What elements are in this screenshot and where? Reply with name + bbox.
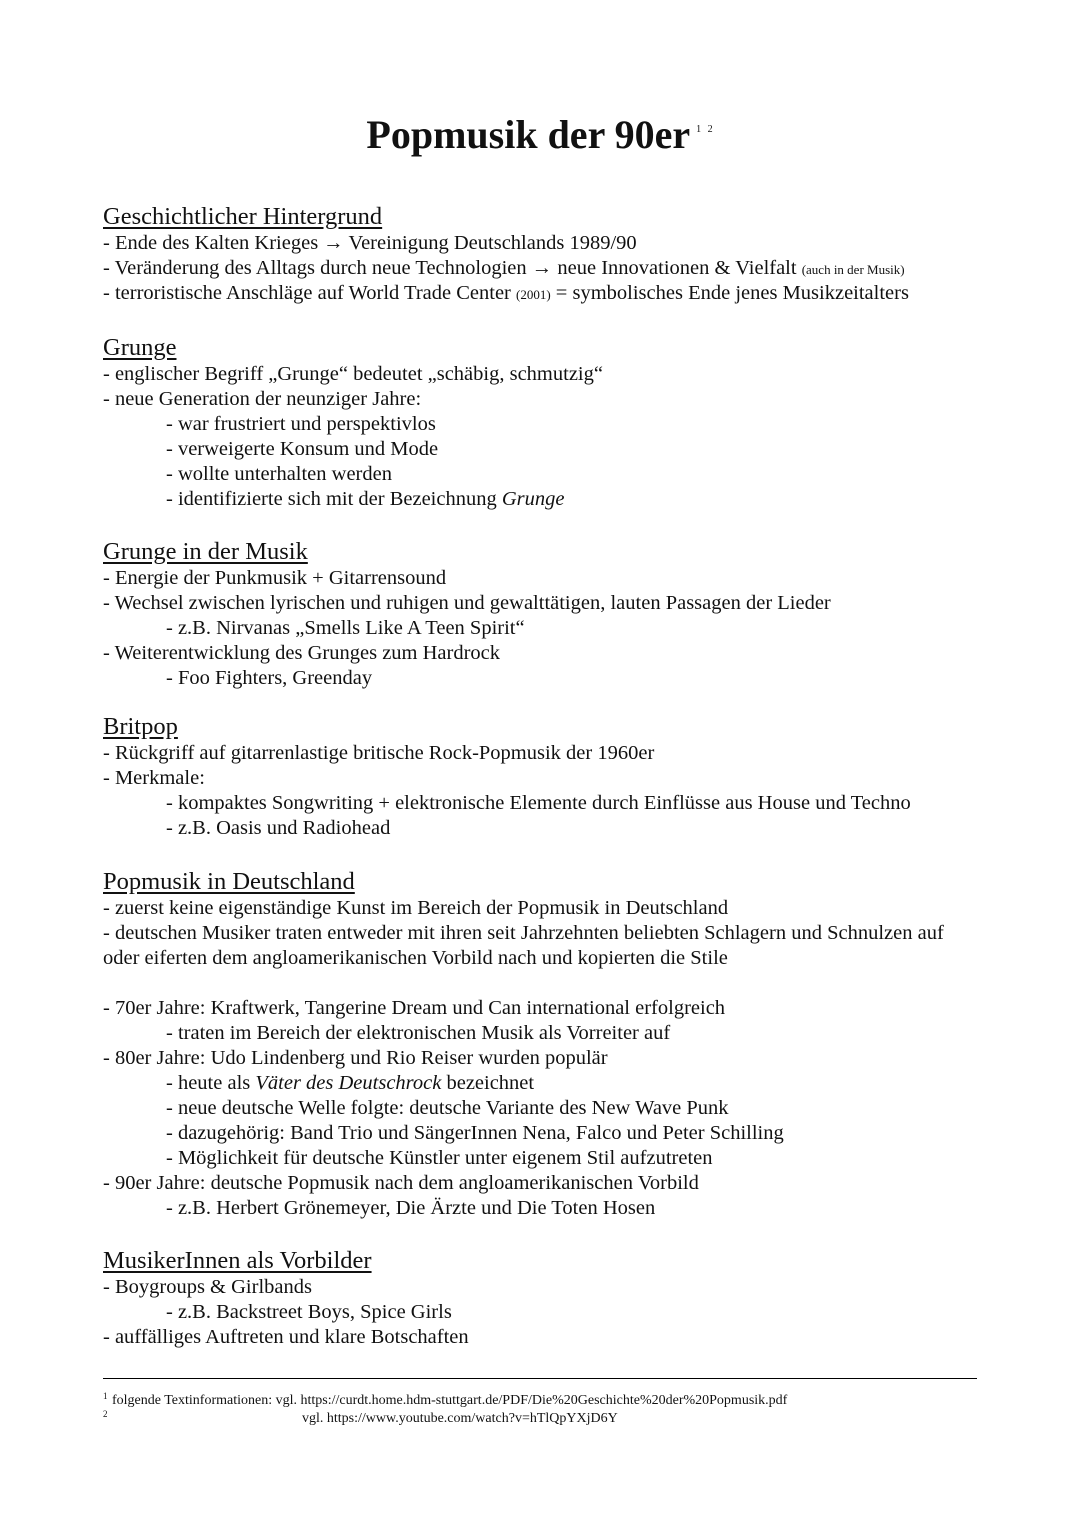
section-heading: Grunge in der Musik bbox=[103, 538, 308, 565]
bullet-line: - 90er Jahre: deutsche Popmusik nach dem angloamerikanischen Vorbild bbox=[103, 1172, 699, 1194]
sub-bullet-line: - Möglichkeit für deutsche Künstler unter eigenem Stil aufzutreten bbox=[166, 1147, 713, 1169]
sub-bullet-line: - z.B. Herbert Grönemeyer, Die Ärzte und Die Toten Hosen bbox=[166, 1197, 656, 1219]
sub-bullet-line: - z.B. Oasis und Radiohead bbox=[166, 817, 391, 839]
sub-bullet-line: - dazugehörig: Band Trio und SängerInnen Nena, Falco und Peter Schilling bbox=[166, 1122, 784, 1144]
footnote-refs: 1 2 bbox=[696, 124, 715, 135]
section-hintergrund bbox=[103, 203, 978, 306]
section-heading: Britpop bbox=[103, 713, 178, 740]
bullet-line: - Weiterentwicklung des Grunges zum Hardrock bbox=[103, 642, 501, 664]
sub-bullet-line: - z.B. Nirvanas „Smells Like A Teen Spirit“ bbox=[166, 617, 525, 639]
sub-bullet-line: - verweigerte Konsum und Mode bbox=[166, 438, 439, 460]
line-text: - Veränderung des Alltags durch neue Technologien → neue Innovationen & Vielfalt bbox=[103, 257, 797, 279]
bullet-line: - Rückgriff auf gitarrenlastige britische Rock-Popmusik der 1960er bbox=[103, 742, 655, 764]
sub-bullet-line: - Foo Fighters, Greenday bbox=[166, 667, 373, 689]
footnote-number: 1 bbox=[103, 1391, 108, 1401]
section-britpop bbox=[103, 713, 978, 841]
line-text: bezeichnet bbox=[446, 1072, 535, 1094]
sub-bullet-line: - traten im Bereich der elektronischen Musik als Vorreiter auf bbox=[166, 1022, 671, 1044]
bullet-line: - 70er Jahre: Kraftwerk, Tangerine Dream und Can international erfolgreich bbox=[103, 997, 726, 1019]
bullet-line: - neue Generation der neunziger Jahre: bbox=[103, 388, 422, 410]
bullet-line: - deutschen Musiker traten entweder mit ihren seit Jahrzehnten beliebten Schlagern und Schnulzen auf oder eiferten dem angloamerikanischen Vorbild nach und kopierten die Stile bbox=[103, 922, 944, 969]
line-text: - heute als bbox=[166, 1072, 251, 1094]
title-text: Popmusik der 90er bbox=[366, 112, 691, 157]
section-heading: Grunge bbox=[103, 334, 177, 361]
section-grunge-musik bbox=[103, 538, 978, 691]
footnote-number: 2 bbox=[103, 1409, 108, 1419]
italic-term: Väter des Deutschrock bbox=[255, 1072, 442, 1094]
section-heading: Popmusik in Deutschland bbox=[103, 868, 355, 895]
bullet-line: - Wechsel zwischen lyrischen und ruhigen und gewalttätigen, lauten Passagen der Lieder bbox=[103, 592, 831, 614]
footnote-text: vgl. https://www.youtube.com/watch?v=hTlQpYXjD6Y bbox=[302, 1411, 618, 1426]
sub-bullet-line bbox=[103, 487, 978, 512]
sub-bullet-line: - z.B. Backstreet Boys, Spice Girls bbox=[166, 1301, 452, 1323]
bullet-line: - Energie der Punkmusik + Gitarrensound bbox=[103, 567, 447, 589]
bullet-line: - Boygroups & Girlbands bbox=[103, 1276, 312, 1298]
sub-bullet-line bbox=[103, 1071, 978, 1096]
section-grunge bbox=[103, 334, 978, 512]
bullet-line: - zuerst keine eigenständige Kunst im Bereich der Popmusik in Deutschland bbox=[103, 897, 729, 919]
italic-term: Grunge bbox=[501, 488, 565, 510]
line-text: - terroristische Anschläge auf World Trade Center bbox=[103, 282, 511, 304]
bullet-line: - 80er Jahre: Udo Lindenberg und Rio Reiser wurden populär bbox=[103, 1047, 608, 1069]
footnote-text: folgende Textinformationen: vgl. https://curdt.home.hdm-stuttgart.de/PDF/Die%20Geschichte%20der%20Popmusik.pdf bbox=[112, 1393, 788, 1408]
sub-bullet-line: - wollte unterhalten werden bbox=[166, 463, 392, 485]
bullet-line: - Merkmale: bbox=[103, 767, 205, 789]
sub-bullet-line: - war frustriert und perspektivlos bbox=[166, 413, 436, 435]
page-title bbox=[103, 106, 978, 159]
bullet-line bbox=[103, 256, 978, 281]
spacer bbox=[103, 971, 978, 996]
line-text: = symbolisches Ende jenes Musikzeitalters bbox=[555, 282, 909, 304]
bullet-line: - englischer Begriff „Grunge“ bedeutet „schäbig, schmutzig“ bbox=[103, 363, 603, 385]
bullet-line: - Ende des Kalten Krieges → Vereinigung Deutschlands 1989/90 bbox=[103, 232, 637, 254]
footnote-2 bbox=[103, 1405, 977, 1426]
bullet-line bbox=[103, 281, 978, 306]
footnotes bbox=[103, 1378, 977, 1426]
section-deutschland bbox=[103, 868, 978, 1221]
line-note: (2001) bbox=[516, 287, 551, 302]
section-vorbilder bbox=[103, 1247, 978, 1350]
line-text: - identifizierte sich mit der Bezeichnung bbox=[166, 488, 497, 510]
sub-bullet-line: - kompaktes Songwriting + elektronische Elemente durch Einflüsse aus House und Techno bbox=[166, 792, 911, 814]
bullet-line: - auffälliges Auftreten und klare Botschaften bbox=[103, 1326, 469, 1348]
footnote-1 bbox=[103, 1387, 977, 1408]
section-heading: Geschichtlicher Hintergrund bbox=[103, 203, 383, 230]
line-note: (auch in der Musik) bbox=[801, 262, 905, 277]
section-heading: MusikerInnen als Vorbilder bbox=[103, 1247, 372, 1274]
sub-bullet-line: - neue deutsche Welle folgte: deutsche Variante des New Wave Punk bbox=[166, 1097, 729, 1119]
